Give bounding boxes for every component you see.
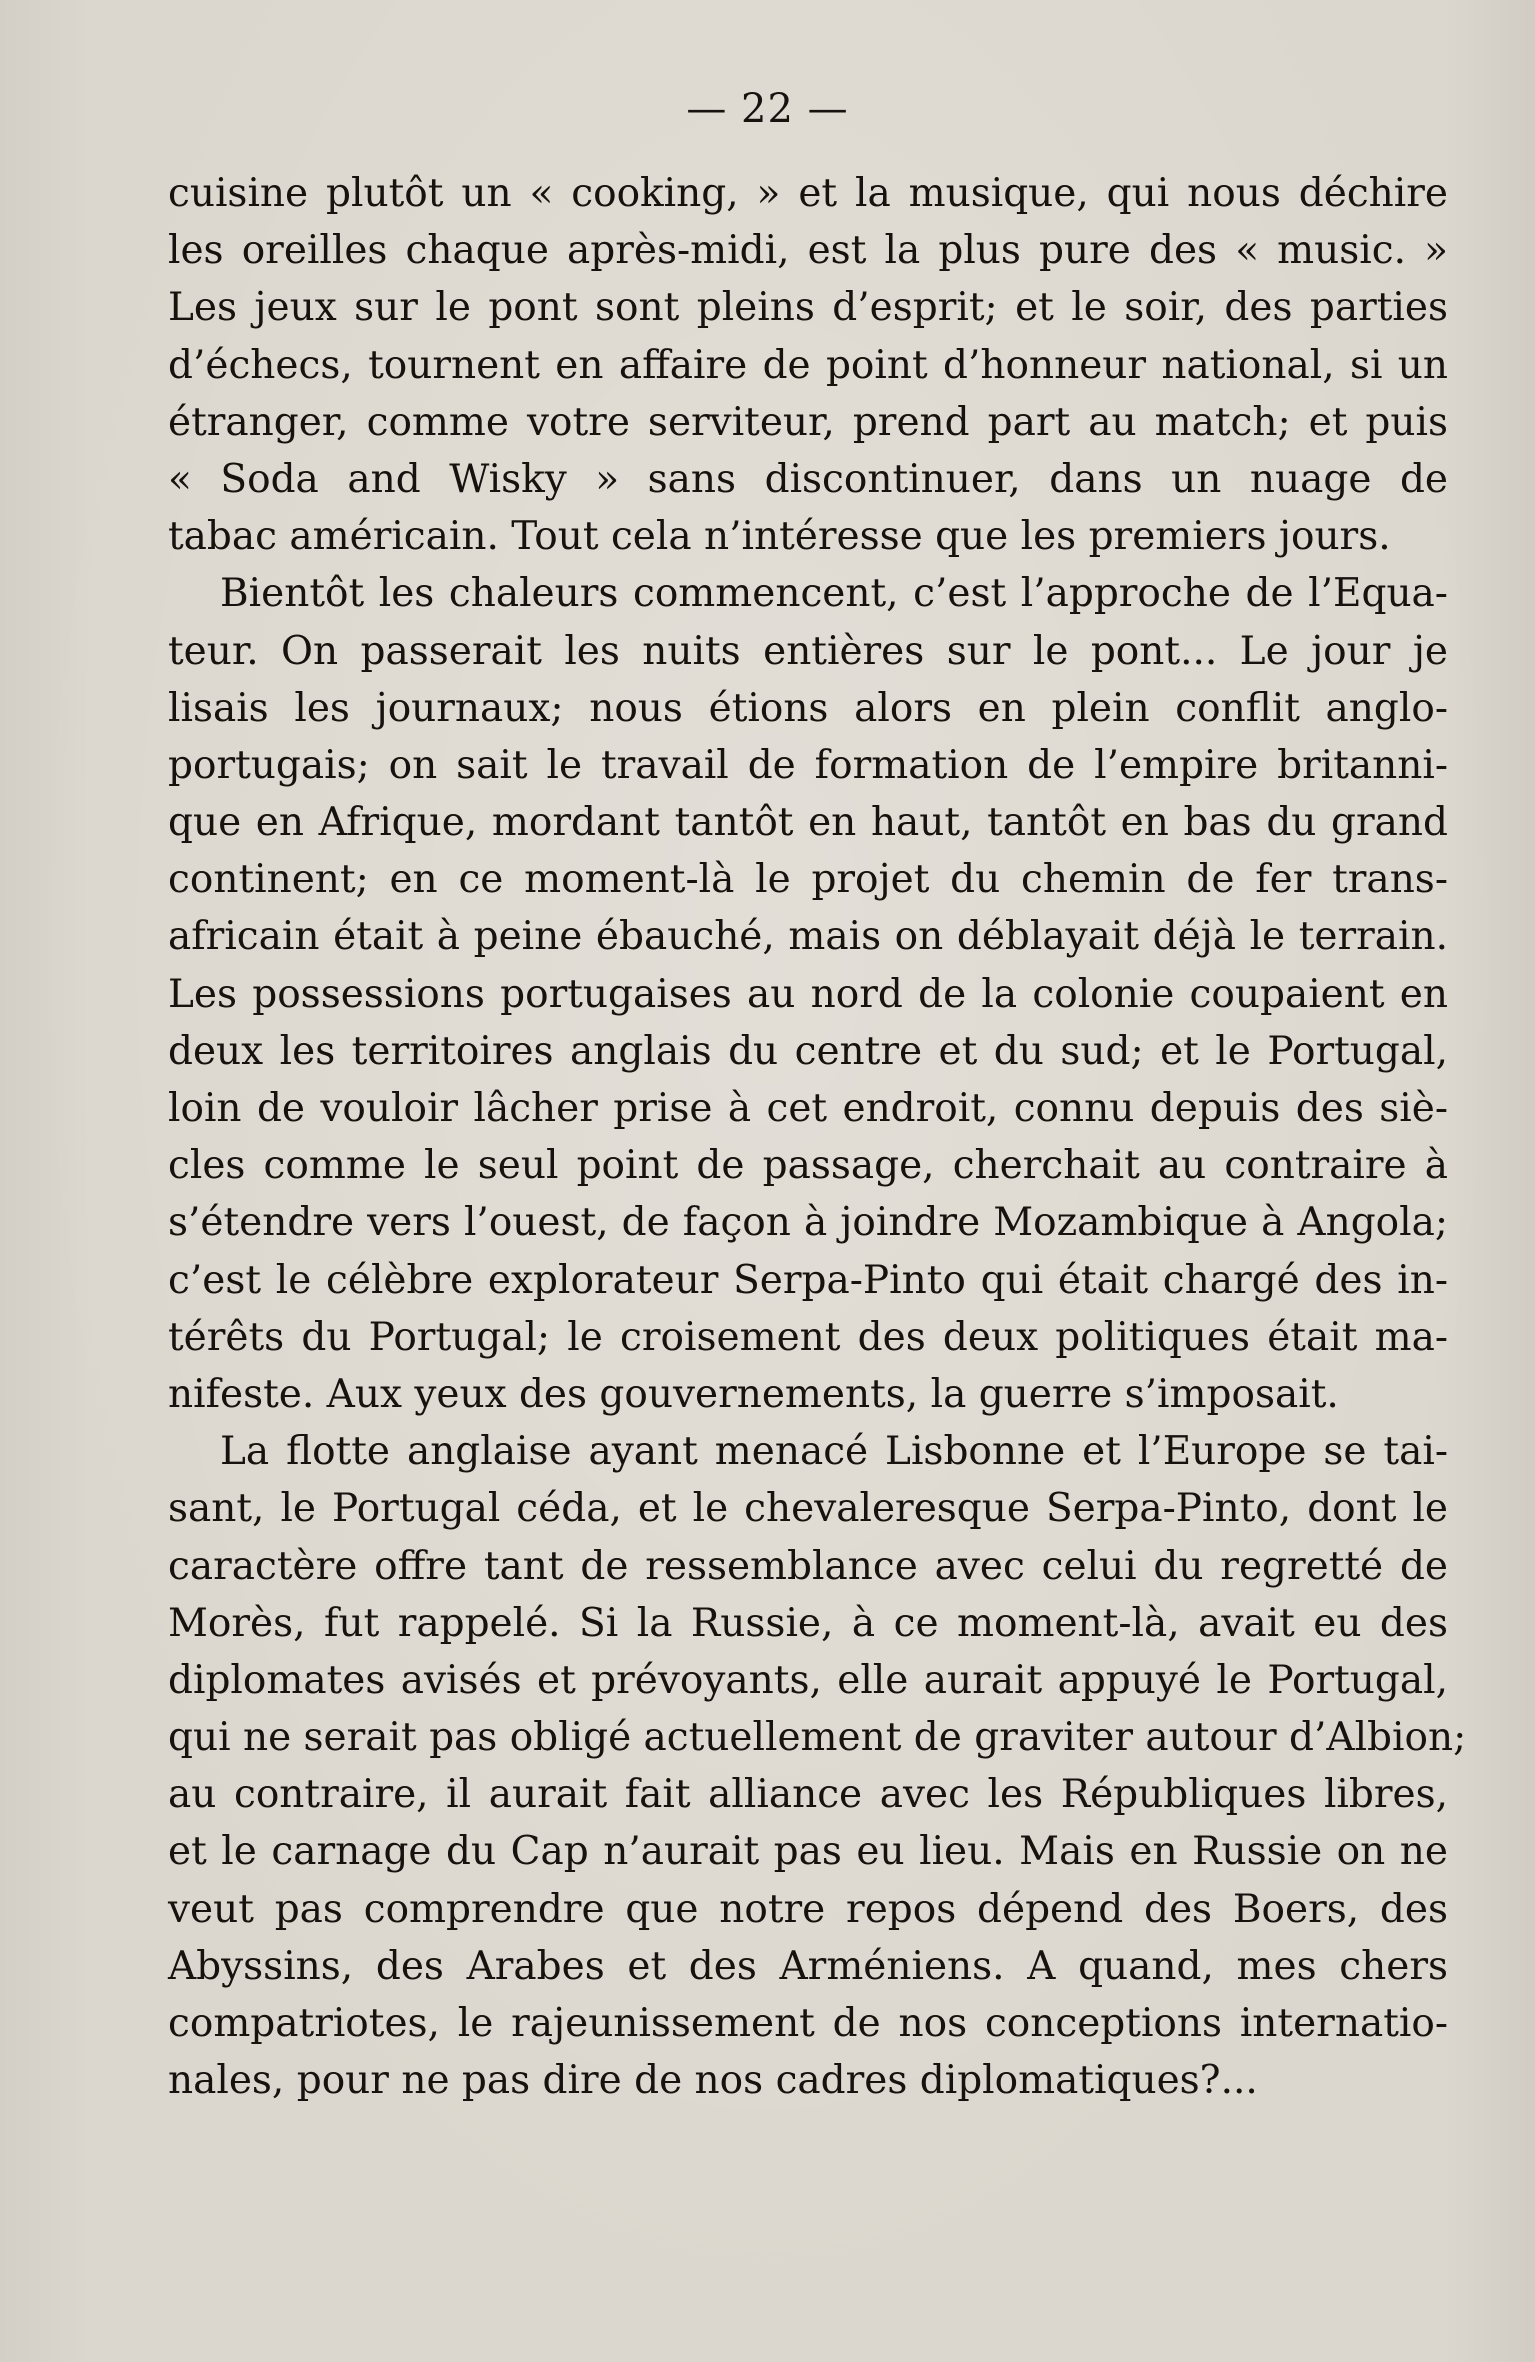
paragraph-3: [168, 1423, 1467, 2109]
text-line: les oreilles chaque après-midi, est la plus pure des « music. »: [168, 228, 1448, 274]
text-line: Bientôt les chaleurs commencent, c’est l’approche de l’Equa-: [220, 571, 1448, 617]
text-line: au contraire, il aurait fait alliance avec les Républiques libres,: [168, 1772, 1448, 1818]
body-text: [168, 165, 1467, 2109]
text-line: caractère offre tant de ressemblance avec celui du regretté de: [168, 1543, 1448, 1589]
text-line: Les jeux sur le pont sont pleins d’esprit; et le soir, des parties: [168, 285, 1448, 331]
text-line: et le carnage du Cap n’aurait pas eu lieu. Mais en Russie on ne: [168, 1829, 1448, 1875]
text-line: Les possessions portugaises au nord de la colonie coupaient en: [168, 971, 1448, 1017]
text-line: teur. On passerait les nuits entières sur le pont... Le jour je: [168, 628, 1448, 674]
paragraph-1: [168, 165, 1448, 565]
text-line: lisais les journaux; nous étions alors en plein conflit anglo-: [168, 685, 1448, 731]
text-line: compatriotes, le rajeunissement de nos conceptions internatio-: [168, 2001, 1448, 2046]
text-line: diplomates avisés et prévoyants, elle aurait appuyé le Portugal,: [168, 1657, 1448, 1703]
text-line: étranger, comme votre serviteur, prend part au match; et puis: [168, 399, 1448, 445]
text-line: térêts du Portugal; le croisement des deux politiques était ma-: [168, 1314, 1448, 1360]
text-line: veut pas comprendre que notre repos dépend des Boers, des: [168, 1886, 1448, 1932]
page-number: — 22 —: [686, 86, 849, 132]
paragraph-2: [168, 565, 1448, 1423]
text-line: Morès, fut rappelé. Si la Russie, à ce moment-là, avait eu des: [168, 1600, 1448, 1646]
text-line: continent; en ce moment-là le projet du chemin de fer trans-: [168, 857, 1448, 903]
text-line: tabac américain. Tout cela n’intéresse que les premiers jours.: [168, 514, 1391, 560]
text-line: cuisine plutôt un « cooking, » et la musique, qui nous déchire: [168, 171, 1448, 216]
text-line: portugais; on sait le travail de formation de l’empire britanni-: [168, 742, 1448, 788]
text-line: La flotte anglaise ayant menacé Lisbonne et l’Europe se tai-: [220, 1429, 1448, 1475]
text-line: Abyssins, des Arabes et des Arméniens. A quand, mes chers: [168, 1943, 1448, 1989]
text-line: « Soda and Wisky » sans discontinuer, dans un nuage de: [168, 456, 1448, 502]
text-line: cles comme le seul point de passage, cherchait au contraire à: [168, 1143, 1448, 1189]
text-line: nales, pour ne pas dire de nos cadres diplomatiques?...: [168, 2058, 1258, 2104]
text-line: loin de vouloir lâcher prise à cet endroit, connu depuis des siè-: [168, 1086, 1448, 1131]
text-line: africain était à peine ébauché, mais on déblayait déjà le terrain.: [168, 914, 1448, 960]
text-line: s’étendre vers l’ouest, de façon à joindre Mozambique à Angola;: [168, 1200, 1448, 1246]
text-line: qui ne serait pas obligé actuellement de graviter autour d’Albion;: [168, 1715, 1467, 1761]
text-line: nifeste. Aux yeux des gouvernements, la guerre s’imposait.: [168, 1371, 1339, 1417]
text-line: que en Afrique, mordant tantôt en haut, tantôt en bas du grand: [168, 800, 1448, 846]
text-line: c’est le célèbre explorateur Serpa-Pinto qui était chargé des in-: [168, 1257, 1448, 1303]
text-line: sant, le Portugal céda, et le chevaleresque Serpa-Pinto, dont le: [168, 1486, 1448, 1532]
text-line: d’échecs, tournent en affaire de point d’honneur national, si un: [168, 342, 1448, 388]
text-line: deux les territoires anglais du centre et du sud; et le Portugal,: [168, 1028, 1448, 1074]
